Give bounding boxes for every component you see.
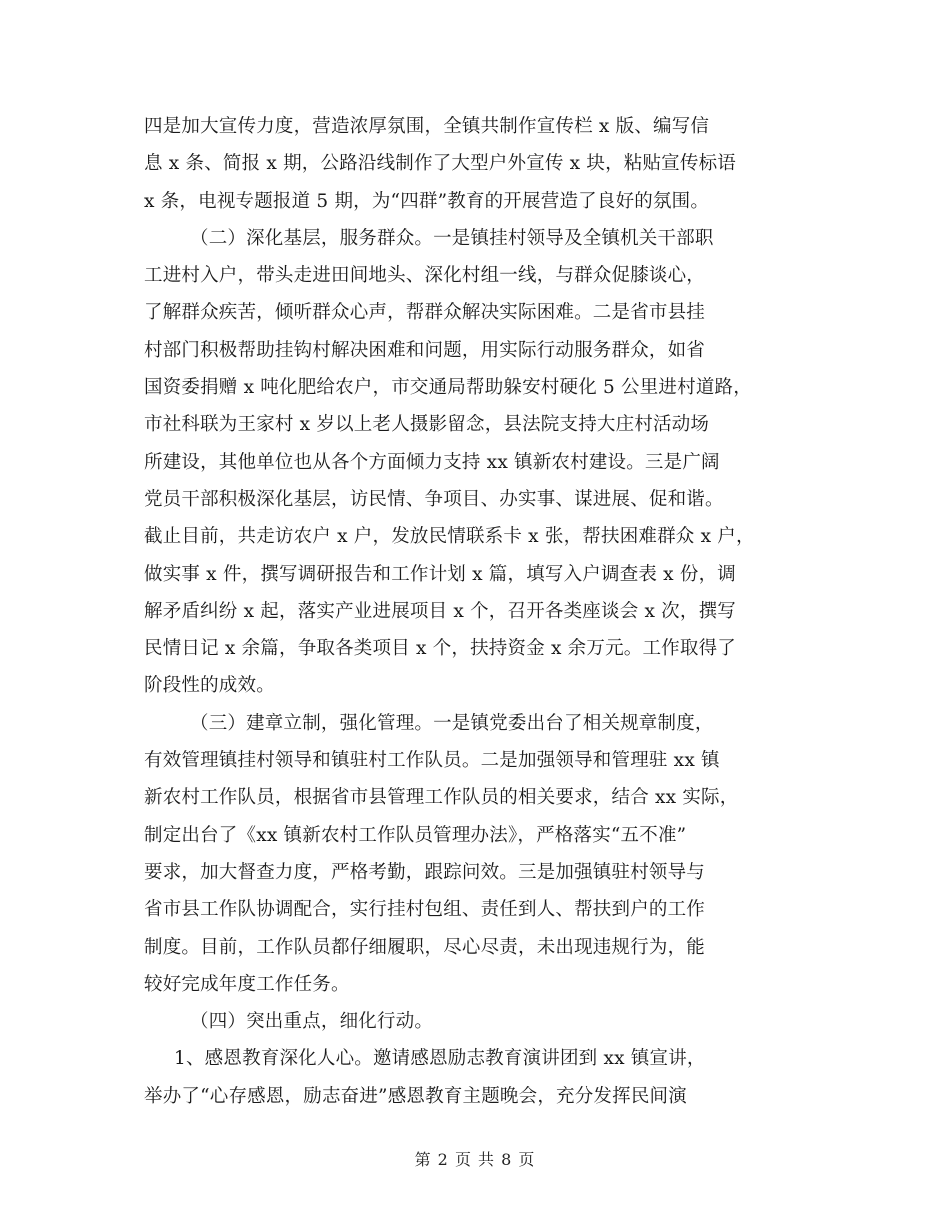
text-line: 了解群众疾苦，倾听群众心声，帮群众解决实际困难。二是省市县挂 — [144, 302, 706, 324]
text-line: 村部门积极帮助挂钩村解决困难和问题，用实际行动服务群众，如省 — [144, 339, 706, 361]
text-line: 息 x 条、简报 x 期，公路沿线制作了大型户外宣传 x 块，粘贴宣传标语 — [144, 153, 736, 175]
body-text — [144, 108, 824, 1115]
text-line: 工进村入户，带头走进田间地头、深化村组一线，与群众促膝谈心， — [144, 265, 706, 287]
subsection-line: 1、感恩教育深化人心。邀请感恩励志教育演讲团到 xx 镇宣讲， — [174, 1048, 706, 1070]
text-line: 新农村工作队员，根据省市县管理工作队员的相关要求，结合 xx 实际， — [144, 787, 739, 809]
text-line: 截止目前，共走访农户 x 户，发放民情联系卡 x 张，帮扶困难群众 x 户， — [144, 526, 755, 548]
text-line: 市社科联为王家村 x 岁以上老人摄影留念，县法院支持大庄村活动场 — [144, 414, 710, 436]
text-line: 制定出台了《xx 镇新农村工作队员管理办法》，严格落实“五不准” — [144, 824, 687, 846]
text-line: 较好完成年度工作任务。 — [144, 973, 350, 995]
text-line: 举办了“心存感恩，励志奋进”感恩教育主题晚会，充分发挥民间演 — [144, 1085, 687, 1107]
section-heading-line: （三）建章立制，强化管理。一是镇党委出台了相关规章制度， — [190, 712, 714, 734]
section-heading-line: （四）突出重点，细化行动。 — [190, 1011, 434, 1033]
text-line: 制度。目前，工作队员都仔细履职，尽心尽责，未出现违规行为，能 — [144, 936, 706, 958]
text-line: 做实事 x 件，撰写调研报告和工作计划 x 篇，填写入户调查表 x 份，调 — [144, 563, 736, 585]
text-line: 民情日记 x 余篇，争取各类项目 x 个，扶持资金 x 余万元。工作取得了 — [144, 638, 736, 660]
text-line: x 条，电视专题报道 5 期，为“四群”教育的开展营造了良好的氛围。 — [144, 190, 710, 212]
text-line: 所建设，其他单位也从各个方面倾力支持 xx 镇新农村建设。三是广阔 — [144, 451, 720, 473]
text-line: 党员干部积极深化基层，访民情、争项目、办实事、谋进展、促和谐。 — [144, 488, 724, 510]
text-line: 阶段性的成效。 — [144, 675, 275, 697]
text-line: 有效管理镇挂村领导和镇驻村工作队员。二是加强领导和管理驻 xx 镇 — [144, 750, 720, 772]
text-line: 省市县工作队协调配合，实行挂村包组、责任到人、帮扶到户的工作 — [144, 899, 706, 921]
text-line: 四是加大宣传力度，营造浓厚氛围，全镇共制作宣传栏 x 版、编写信 — [144, 116, 710, 137]
text-line: 国资委捐赠 x 吨化肥给农户，市交通局帮助躲安村硬化 5 公里进村道路， — [144, 377, 752, 399]
text-line: 解矛盾纠纷 x 起，落实产业进展项目 x 个，召开各类座谈会 x 次，撰写 — [144, 600, 736, 622]
section-heading-line: （二）深化基层，服务群众。一是镇挂村领导及全镇机关干部职 — [190, 227, 714, 249]
text-line: 要求，加大督查力度，严格考勤，跟踪问效。三是加强镇驻村领导与 — [144, 861, 706, 883]
page-number-footer: 第 2 页 共 8 页 — [414, 1150, 536, 1169]
